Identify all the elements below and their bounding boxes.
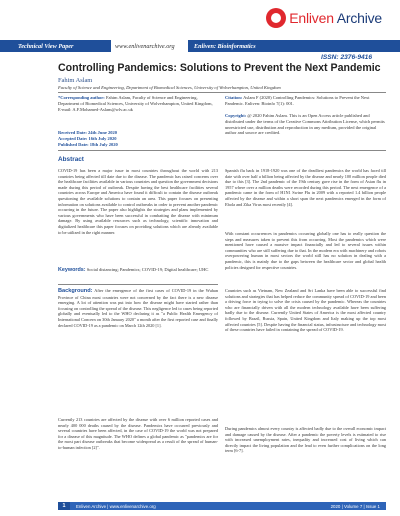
author-name: Fahim Aslam: [58, 77, 93, 84]
journal-website-link[interactable]: www.enlivenarchive.org: [111, 40, 188, 52]
header-band: [0, 40, 400, 52]
citation-text: Aslam F (2020) Controlling Pandemics: Solutions to Prevent the Next Pandemic. Enliven: Bioinfo 7(1): 001.: [225, 95, 370, 106]
page-number: 1: [58, 502, 70, 510]
published-date: Published Date: 18th July 2020: [58, 141, 118, 147]
article-title: Controlling Pandemics: Solutions to Prevent the Next Pandemic: [58, 62, 381, 74]
logo-circle-icon: [266, 8, 286, 28]
citation-label: Citation:: [225, 95, 243, 100]
footer-right-text: 2020 | Volume 7 | Issue 1: [330, 503, 380, 509]
abstract-text: COVID-19 has been a major issue in most countries throughout the world with 213 countries being affected till date due to the disease. The pandemic has raised concerns over the healthcare facilities available in various countries and question the government decisions made during this period of outbreak. Despite having the best healthcare facilities several countries across Europe and America have found it difficult to contain the disease outbreak questioning the available solutions to contain an area. This paper focuses on presenting information on solutions available to control outbreaks in order to prevent another pandemic occurring in the future. The paper also highlights the strategies and plans implemented by various governments who have been successful in combatting the disease with minimum damage. By using available resources such as technology, scientific innovation and digitalized healthcare this paper focuses on providing solutions which are already available to be utilized in the right manner.: [58, 168, 218, 235]
footer-bar: [70, 502, 386, 510]
right-paragraph-3: Countries such as Vietnam, New Zealand and Sri Lanka have been able to successful find solutions and strategies that has helped reduce the community spread of COVID-19 and been a driving force in trying to solve the crisis caused by the pandemic. Whereas the countries who are financially driven with all the modern technology available have been suffering badly due to the disease. Currently United States of America is the most affected country followed by Brazil, Russia, Spain, United Kingdom and Italy making up the top most affected countries [5]. Despite having the financial status, infrastructure and technology most of these countries have failed in containing the spread of COVID-19.: [225, 288, 386, 333]
abstract-heading: Abstract: [58, 156, 84, 163]
corresponding-text: Fahim Aslam, Faculty of Science and Engineering, Department of Biomedical Sciences, University of Wolverhampton, United Kingdom, E-mail: A.F.Mohamed-Aslam@wlv.ac.uk: [58, 95, 213, 112]
right-paragraph-2: With constant occurrences in pandemics occurring globally one has to really question the steps and measures taken to prevent this from occurring. Most the pandemics which were mentioned have caused a massive impact financially and led to several issues within communities who are still suffering due to that. In the modern era with machinery and robots overpowering human in most sectors the world still has no solution in dealing with a pandemic, this is mainly due to the gaps between the healthcare sector and global health policies designed for respective countries.: [225, 231, 386, 270]
received-date: Received Date: 24th June 2020: [58, 130, 117, 135]
background-paragraph-2: Currently 213 countries are affected by the disease with over 6 million reported cases and nearly 400 000 deaths caused by the disease. Pandemics have occurred previously and several countries have been affected, in the case of COVID-19 the world was not prepared for a disease of this magnitude. The WHO defines a global pandemic as "pandemics are for the most part disease outbreaks that become widespread as a result of the spread of human-to-human infection [2]".: [58, 417, 218, 450]
issn-label: ISSN: 2376-9416: [321, 54, 372, 61]
keywords: [58, 267, 218, 274]
logo-text-enliven: Enliven: [289, 10, 334, 26]
corresponding-author: [58, 95, 218, 112]
right-paragraph-1: Spanish flu back in 1918-1920 was one of the deadliest pandemics the world has faced till date with over half a billion being affected by the disease and nearly 100 million people died due to this [3]. The 2nd pandemic of the 19th century gave rise in the form of Asian flu in 1957 where over a million deaths were recorded during this period. The next emergence of a pandemic came in the form of H1N1 Swine Flu in 2009 with a reported 1.4 billion people affected by the disease and within a short span the next pandemics emerged in the form of Ebola and Zika Virus most recently [4].: [225, 168, 386, 207]
keywords-label: Keywords:: [58, 267, 86, 273]
footer-left-text: Enliven Archive | www.enlivenarchive.org: [76, 503, 156, 509]
journal-logo: [266, 8, 382, 28]
right-paragraph-4: During pandemics almost every country is affected badly due to the overall economic impact and damage caused by the disease. After a pandemic the poverty levels is estimated to rise with increased unemployment rates, inequality and increased cost of living which can directly impact the living population and the lead to even further complications on the long term [6-7].: [225, 426, 386, 454]
background-paragraph: [58, 288, 218, 328]
copyright-text: @ 2020 Fahim Aslam. This is an Open Access article published and distributed under the terms of the Creative Commons Attribution License, which permits unrestricted use, distribution and reproduction in any medium, provided the original author and source are credited.: [225, 113, 385, 136]
logo-text-archive: Archive: [333, 10, 382, 26]
title-divider: [58, 92, 386, 93]
abstract-divider: [58, 150, 386, 151]
author-affiliation: Faculty of Science and Engineering, Department of Biomedical Sciences, University of Wolverhampton, United Kingdom: [58, 85, 281, 90]
corresponding-label: *Corresponding author:: [58, 95, 105, 100]
logo-text: [289, 10, 382, 26]
journal-name: Enliven: Bioinformatics: [188, 40, 400, 52]
keywords-divider: [58, 284, 218, 285]
background-label: Background:: [58, 288, 93, 294]
background-text: After the emergence of the first cases of COVID-19 in the Wuhan Province of China most countries were not concerned by the fact there is a new disease emerging. A lot of attention was put into how the disease might have started rather than focusing on controlling the spread of the disease. This negligence led to cases being reported globally and eventually led to the WHO declaring it as "a Public Health Emergency of International Concern on 30th January 2020" a month after the first reported case and finally declared COVID-19 as a pandemic on March 12th 2020 [1].: [58, 288, 218, 328]
copyright-label: Copyright:: [225, 113, 247, 118]
citation: [225, 95, 385, 107]
accepted-date: Accepted Date: 16th July 2020: [58, 135, 117, 141]
article-dates: [58, 130, 198, 147]
article-type: Technical View Paper: [0, 40, 111, 52]
copyright: [225, 113, 385, 136]
keywords-text: Social distancing; Pandemics; COVID-19; Digital healthcare; UHC: [85, 267, 209, 272]
page-footer: [58, 502, 386, 510]
